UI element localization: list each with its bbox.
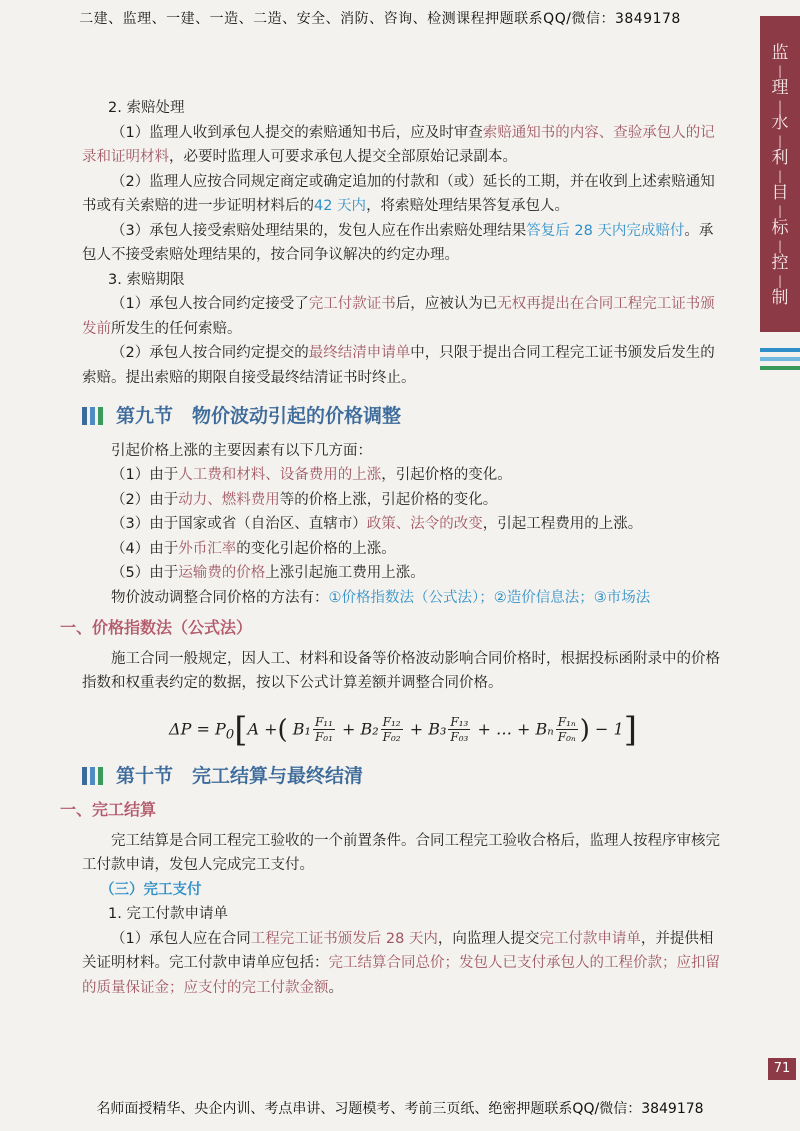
tab-char: 标 (771, 218, 789, 238)
paragraph: 完工结算是合同工程完工验收的一个前置条件。合同工程完工验收合格后，监理人按程序审核完工付款申请，发包人完成完工支付。 (82, 832, 720, 873)
text: 所发生的任何索赔。 (111, 320, 242, 337)
chapter-side-tab (760, 16, 800, 332)
paragraph (82, 341, 724, 390)
text: （2）监理人应按合同规定商定或确定追加的付款和（或）延长的工期，并在收到上述索赔通知书或有关索赔的进一步证明材料后的 (82, 173, 715, 214)
section-bars-icon (82, 767, 106, 785)
highlight: 完工付款证书 (308, 296, 396, 312)
highlight: 索赔通知书的内容、查验承包人的记录和证明材料 (82, 124, 715, 165)
paragraph: 物价波动调整合同价格的方法有：①价格指数法（公式法）；②造价信息法；③市场法 (111, 589, 651, 606)
tab-separator: | (777, 274, 783, 288)
text: 后，应被认为已 (395, 296, 498, 312)
tab-separator: | (777, 239, 783, 253)
tab-separator: | (777, 64, 783, 78)
footer-banner: 名师面授精华、央企内训、考点串讲、习题模考、考前三页纸、绝密押题联系QQ/微信：3849178 (96, 1101, 704, 1117)
tab-char: 监 (771, 43, 789, 63)
tab-char: 目 (771, 183, 789, 203)
highlight: 无权再提出在合同工程完工证书颁发前 (82, 296, 715, 337)
highlight: 42 天内 (314, 198, 367, 214)
side-stripes (760, 348, 800, 375)
subsection-title: 2. 索赔处理 (108, 100, 185, 116)
section-heading (82, 404, 724, 429)
list-item: （3）由于国家或省（自治区、直辖市）政策、法令的改变，引起工程费用的上涨。 (111, 516, 643, 532)
stripe (760, 357, 800, 361)
list-item: （2）由于动力、燃料费用等的价格上涨，引起价格的变化。 (111, 491, 498, 508)
paragraph: （1）承包人应在合同工程完工证书颁发后 28 天内，向监理人提交完工付款申请单，并提供相关证明材料。完工付款申请单应包括：完工结算合同总价；发包人已支付承包人的工程价款；应扣留的质量保证金；应支付的完工付款金额。 (82, 930, 720, 996)
tab-separator: | (777, 134, 783, 148)
list-item: （4）由于外币汇率的变化引起价格的上涨。 (111, 540, 396, 557)
tab-char: 制 (771, 288, 789, 308)
subsubsection-heading: （三）完工支付 (100, 881, 202, 898)
tab-char: 水 (771, 113, 789, 133)
paragraph (82, 121, 724, 170)
text: 。承包人不接受索赔处理结果的，按合同争议解决的约定办理。 (82, 222, 714, 263)
highlight: 答复后 28 天内完成赔付 (526, 222, 685, 239)
stripe (760, 348, 800, 352)
tab-char: 理 (771, 78, 789, 98)
subsection-title: 3. 索赔期限 (108, 271, 185, 288)
price-adjustment-formula: $\Delta P = P_0[A$ +( B₁ $\frac{\text{F₁₁}}{\text{F₀₁}}$ + B₂ $\frac{\text{F₁₂}}{\text{F₀₂}}$ + B₃ $\frac{\text{F₁₃}}{\text{F₀₃}}$ + … + Bₙ $\frac{\text{F₁ₙ}}{\text{F₀ₙ}}$ ) − 1] (169, 709, 637, 750)
subsection-heading: 一、价格指数法（公式法） (60, 618, 253, 637)
list-item: （5）由于运输费的价格上涨引起施工费用上涨。 (111, 565, 425, 581)
page-number: 71 (768, 1058, 796, 1080)
list-item: （1）由于人工费和材料、设备费用的上涨，引起价格的变化。 (111, 467, 512, 483)
paragraph (82, 170, 724, 219)
text: 中，只限于提出合同工程完工证书颁发后发生的索赔。提出索赔的期限自接受最终结清证书时终止。 (82, 345, 715, 386)
text: ，将索赔处理结果答复承包人。 (366, 198, 570, 214)
stripe (760, 366, 800, 370)
header-banner: 二建、监理、一建、一造、二造、安全、消防、咨询、检测课程押题联系QQ/微信：3849178 (79, 11, 681, 27)
text: （2）承包人按合同约定提交的 (111, 345, 309, 361)
text: ，必要时监理人可要求承包人提交全部原始记录副本。 (169, 149, 517, 165)
section-title: 第十节 完工结算与最终结清 (116, 764, 364, 787)
tab-separator: | (777, 204, 783, 218)
subsection-heading: 一、完工结算 (60, 800, 157, 819)
tab-separator: | (777, 99, 783, 113)
section-title: 第九节 物价波动引起的价格调整 (116, 405, 402, 427)
paragraph (82, 292, 724, 341)
section-heading (82, 764, 724, 789)
section-bars-icon (82, 407, 106, 425)
text: （1）监理人收到承包人提交的索赔通知书后，应及时审查 (111, 124, 483, 141)
paragraph (82, 219, 724, 268)
page-content (60, 96, 724, 1000)
text: （1）承包人按合同约定接受了 (111, 296, 309, 312)
highlight: 最终结清申请单 (308, 345, 411, 361)
paragraph: 施工合同一般规定，因人工、材料和设备等价格波动影响合同价格时，根据投标函附录中的价格指数和权重表约定的数据，按以下公式计算差额并调整合同价格。 (82, 650, 720, 691)
text: （3）承包人接受索赔处理结果的，发包人应在作出索赔处理结果 (111, 222, 527, 239)
paragraph: 引起价格上涨的主要因素有以下几方面： (111, 442, 372, 459)
subsection-title: 1. 完工付款申请单 (108, 906, 228, 922)
tab-char: 控 (771, 253, 789, 273)
tab-separator: | (777, 169, 783, 183)
tab-char: 利 (771, 148, 789, 168)
